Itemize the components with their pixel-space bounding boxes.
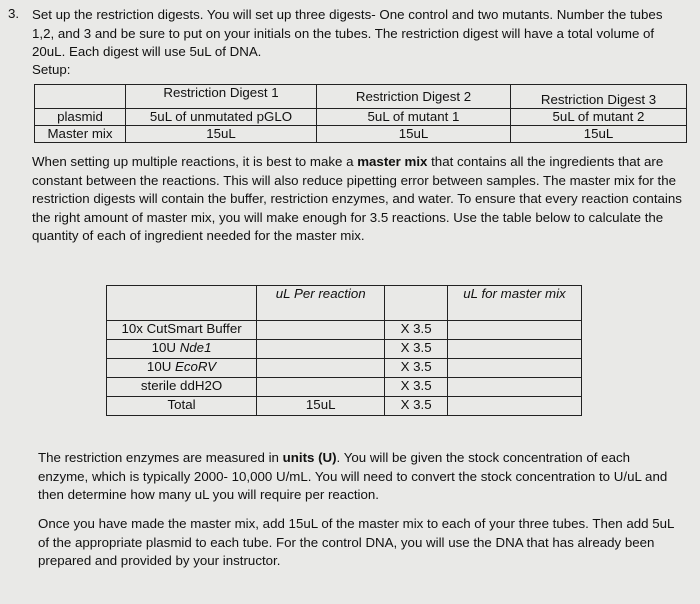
digest-2-plasmid: 5uL of mutant 1 <box>317 109 511 126</box>
digest-1-plasmid: 5uL of unmutated pGLO <box>126 109 317 126</box>
header-master-mix: uL for master mix <box>447 286 581 321</box>
digest-3-master-mix: 15uL <box>511 126 687 143</box>
header-ingredient <box>107 286 257 321</box>
table-row: 10U EcoRV X 3.5 <box>107 359 582 378</box>
row-label-plasmid: plasmid <box>35 109 126 126</box>
master-mix-bold: master mix <box>357 154 428 169</box>
master-mix-paragraph: When setting up multiple reactions, it is best to make a master mix that contains all the ingredients that are constant between the reactions. This will also reduce pipetting error between samples. The master mix for the restriction digests will contain the buffer, restriction enzymes, and water. To ensure that every reaction contains the right amount of master mix, you will make enough for 3.5 reactions. Use the table below to calculate the quantity of each of ingredient needed for the master mix. <box>32 154 682 243</box>
ingredient-total: Total <box>107 397 257 416</box>
table-row: sterile ddH2O X 3.5 <box>107 378 582 397</box>
table-row: Total 15uL X 3.5 <box>107 397 582 416</box>
table-row <box>35 109 687 126</box>
ingredient-nde1: 10U Nde1 <box>107 340 257 359</box>
setup-label: Setup: <box>32 62 71 77</box>
digest-1-master-mix: 15uL <box>126 126 317 143</box>
question-number: 3. <box>8 6 20 21</box>
digest-3-title: Restriction Digest 3 <box>511 85 687 109</box>
header-multiplier <box>385 286 448 321</box>
table-row <box>35 85 687 109</box>
digest-3-plasmid: 5uL of mutant 2 <box>511 109 687 126</box>
header-per-reaction: uL Per reaction <box>257 286 385 321</box>
digest-2-title: Restriction Digest 2 <box>317 85 511 109</box>
master-mix-table <box>106 285 582 416</box>
row-label-master-mix: Master mix <box>35 126 126 143</box>
question-intro: Set up the restriction digests. You will set up three digests- One control and two mutants. Number the tubes 1,2, and 3 and be sure to put on your initials on the tubes. The restriction digest will have a total volume of 20uL. Each digest will use 5uL of DNA. <box>32 7 663 59</box>
final-paragraph: Once you have made the master mix, add 15uL of the master mix to each of your three tubes. Then add 5uL of the appropriate plasmid to each tube. For the control DNA, you will use the DNA that has already been prepared and provided by your instructor. <box>38 516 674 568</box>
table-row: 10U Nde1 X 3.5 <box>107 340 582 359</box>
ingredient-water: sterile ddH2O <box>107 378 257 397</box>
setup-table <box>34 84 687 143</box>
table-row: 10x CutSmart Buffer X 3.5 <box>107 321 582 340</box>
units-bold: units (U) <box>282 450 337 465</box>
table-row <box>107 286 582 321</box>
table-row <box>35 126 687 143</box>
total-per-reaction: 15uL <box>257 397 385 416</box>
digest-1-title: Restriction Digest 1 <box>126 85 317 109</box>
digest-2-master-mix: 15uL <box>317 126 511 143</box>
ingredient-buffer: 10x CutSmart Buffer <box>107 321 257 340</box>
units-paragraph: The restriction enzymes are measured in units (U). You will be given the stock concentration of each enzyme, which is typically 2000- 10,000 U/mL. You will need to convert the stock concentration to U/uL and then determine how many uL you will require per reaction. <box>38 450 668 502</box>
ingredient-ecorv: 10U EcoRV <box>107 359 257 378</box>
